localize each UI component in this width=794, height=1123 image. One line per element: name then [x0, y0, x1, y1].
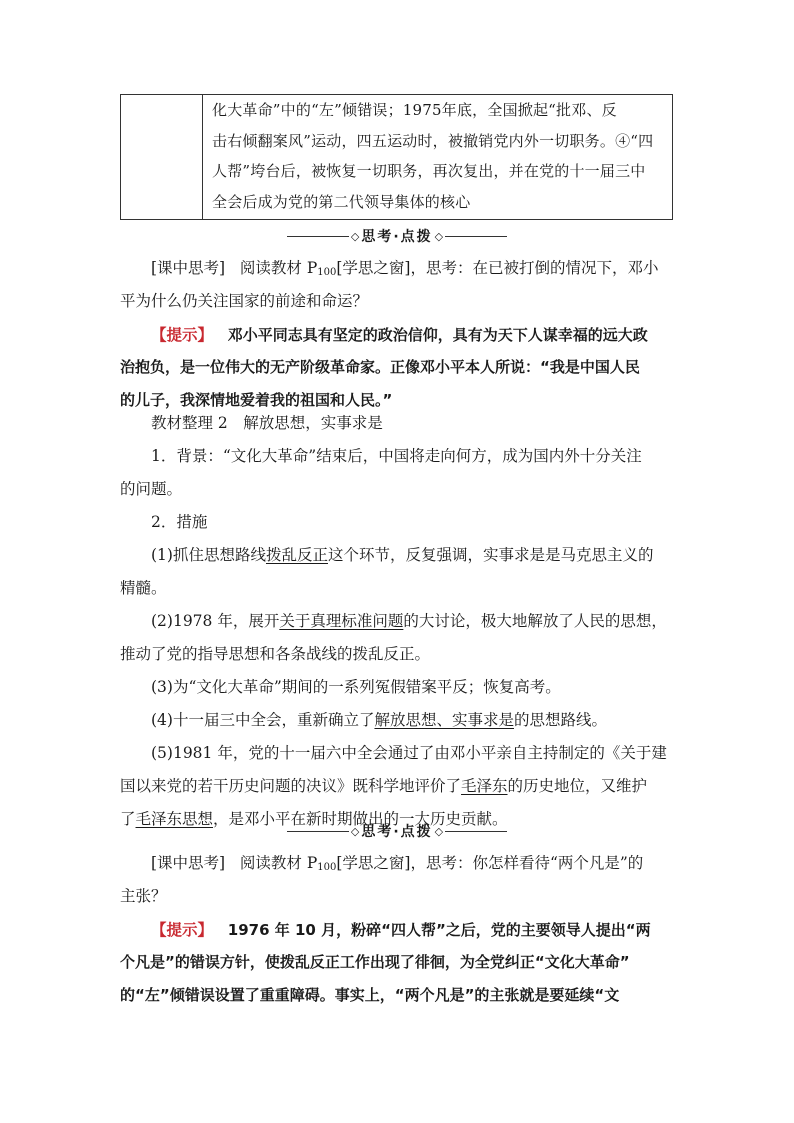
key-term: 解放思想、实事求是: [374, 711, 514, 729]
hint-line: 的“左”倾错误设置了重重障碍。事实上，“两个凡是”的主张就是要延续“文: [120, 986, 620, 1004]
measure-item: (5)1981 年，党的十一届六中全会通过了由邓小平亲自主持制定的《关于建: [151, 744, 667, 762]
table-right-cell: [203, 95, 672, 219]
section-divider: [0, 821, 794, 841]
measure-text: 的历史地位，又维护: [507, 777, 648, 795]
material-block: [120, 407, 673, 836]
think-label: [课中思考]: [151, 259, 226, 277]
hint-text: 邓小平同志具有坚定的政治信仰，具有为天下人谋幸福的远大政: [227, 326, 648, 344]
measure-text: 了: [120, 810, 136, 828]
key-term: 拨乱反正: [265, 546, 328, 564]
diamond-icon: ◇: [434, 824, 444, 838]
measure-text: 这个环节，反复强调，实事求是是马克思主义的: [327, 546, 654, 564]
measure-text: 的大讨论，极大地解放了人民的思想，: [403, 612, 667, 630]
background-line: 的问题。: [120, 480, 183, 498]
think-line: 平为什么仍关注国家的前途和命运？: [120, 292, 369, 310]
measure-item: [120, 704, 673, 737]
divider-rule: [445, 831, 507, 832]
think-line: 主张？: [120, 887, 167, 905]
divider-rule: [287, 236, 349, 237]
info-table: [120, 94, 673, 220]
think-label: [课中思考]: [151, 854, 226, 872]
page-subscript: 100: [317, 862, 337, 873]
hint-line: 的儿子，我深情地爱着我的祖国和人民。”: [120, 391, 393, 409]
hint-label: 【提示】: [151, 325, 214, 344]
divider-title: 思考·点拨: [361, 824, 433, 840]
diamond-icon: ◇: [434, 229, 444, 243]
section1-block: [120, 252, 673, 417]
divider-title: 思考·点拨: [361, 229, 433, 245]
section-divider: [0, 226, 794, 246]
diamond-icon: ◇: [350, 824, 360, 838]
measure-text: (2)1978 年，展开: [151, 612, 280, 630]
measure-item: [120, 605, 673, 638]
table-line: 全会后成为党的第二代领导集体的核心: [212, 192, 471, 211]
think-line: [120, 847, 673, 880]
background-line: 1．背景：“文化大革命”结束后，中国将走向何方，成为国内外十分关注: [151, 447, 642, 465]
key-term: 关于真理标准问题: [279, 612, 404, 630]
measure-text: ，是邓小平在新时期做出的一大历史贡献。: [213, 810, 508, 828]
think-text: 阅读教材 P: [239, 854, 318, 872]
table-line: 人帮”垮台后，被恢复一切职务，再次复出，并在党的十一届三中: [212, 162, 646, 180]
hint-label: 【提示】: [151, 920, 214, 939]
divider-rule: [287, 831, 349, 832]
measure-text: (4)十一届三中全会，重新确立了: [151, 711, 375, 729]
think-line: [120, 252, 673, 285]
hint-line: [120, 913, 673, 946]
table-left-cell: [121, 95, 203, 219]
hint-text: 1976 年 10 月，粉碎“四人帮”之后，党的主要领导人提出“两: [227, 921, 651, 939]
hint-line: 治抱负，是一位伟大的无产阶级革命家。正像邓小平本人所说：“我是中国人民: [120, 358, 640, 376]
key-term: 毛泽东思想: [135, 810, 214, 828]
think-text: [学思之窗]，思考：你怎样看待“两个凡是”的: [336, 854, 644, 872]
measure-item: [120, 539, 673, 572]
think-text: 阅读教材 P: [239, 259, 318, 277]
measure-item: (3)为“文化大革命”期间的一系列冤假错案平反；恢复高考。: [151, 678, 561, 696]
think-text: [学思之窗]，思考：在已被打倒的情况下，邓小: [336, 259, 659, 277]
measures-title: 2．措施: [151, 513, 208, 531]
diamond-icon: ◇: [350, 229, 360, 243]
measure-text: (1)抓住思想路线: [151, 546, 266, 564]
measure-item: 推动了党的指导思想和各条战线的拨乱反正。: [120, 645, 431, 663]
measure-text: 的思想路线。: [513, 711, 607, 729]
material-title: 教材整理 2 解放思想，实事求是: [151, 414, 383, 432]
hint-line: 个凡是”的错误方针，使拨乱反正工作出现了徘徊，为全党纠正“文化大革命”: [120, 953, 630, 971]
table-line: 化大革命”中的“左”倾错误；1975年底，全国掀起“批邓、反: [212, 101, 617, 119]
table-line: 击右倾翻案风”运动，四五运动时，被撤销党内外一切职务。④“四: [212, 131, 654, 150]
section2-block: [120, 847, 673, 1012]
hint-line: [120, 318, 673, 351]
divider-rule: [445, 236, 507, 237]
measure-item: 精髓。: [120, 579, 167, 597]
measure-text: 国以来党的若干历史问题的决议》既科学地评价了: [120, 777, 462, 795]
key-term: 毛泽东: [461, 777, 508, 795]
page-subscript: 100: [317, 267, 337, 278]
measure-item: [120, 770, 673, 803]
